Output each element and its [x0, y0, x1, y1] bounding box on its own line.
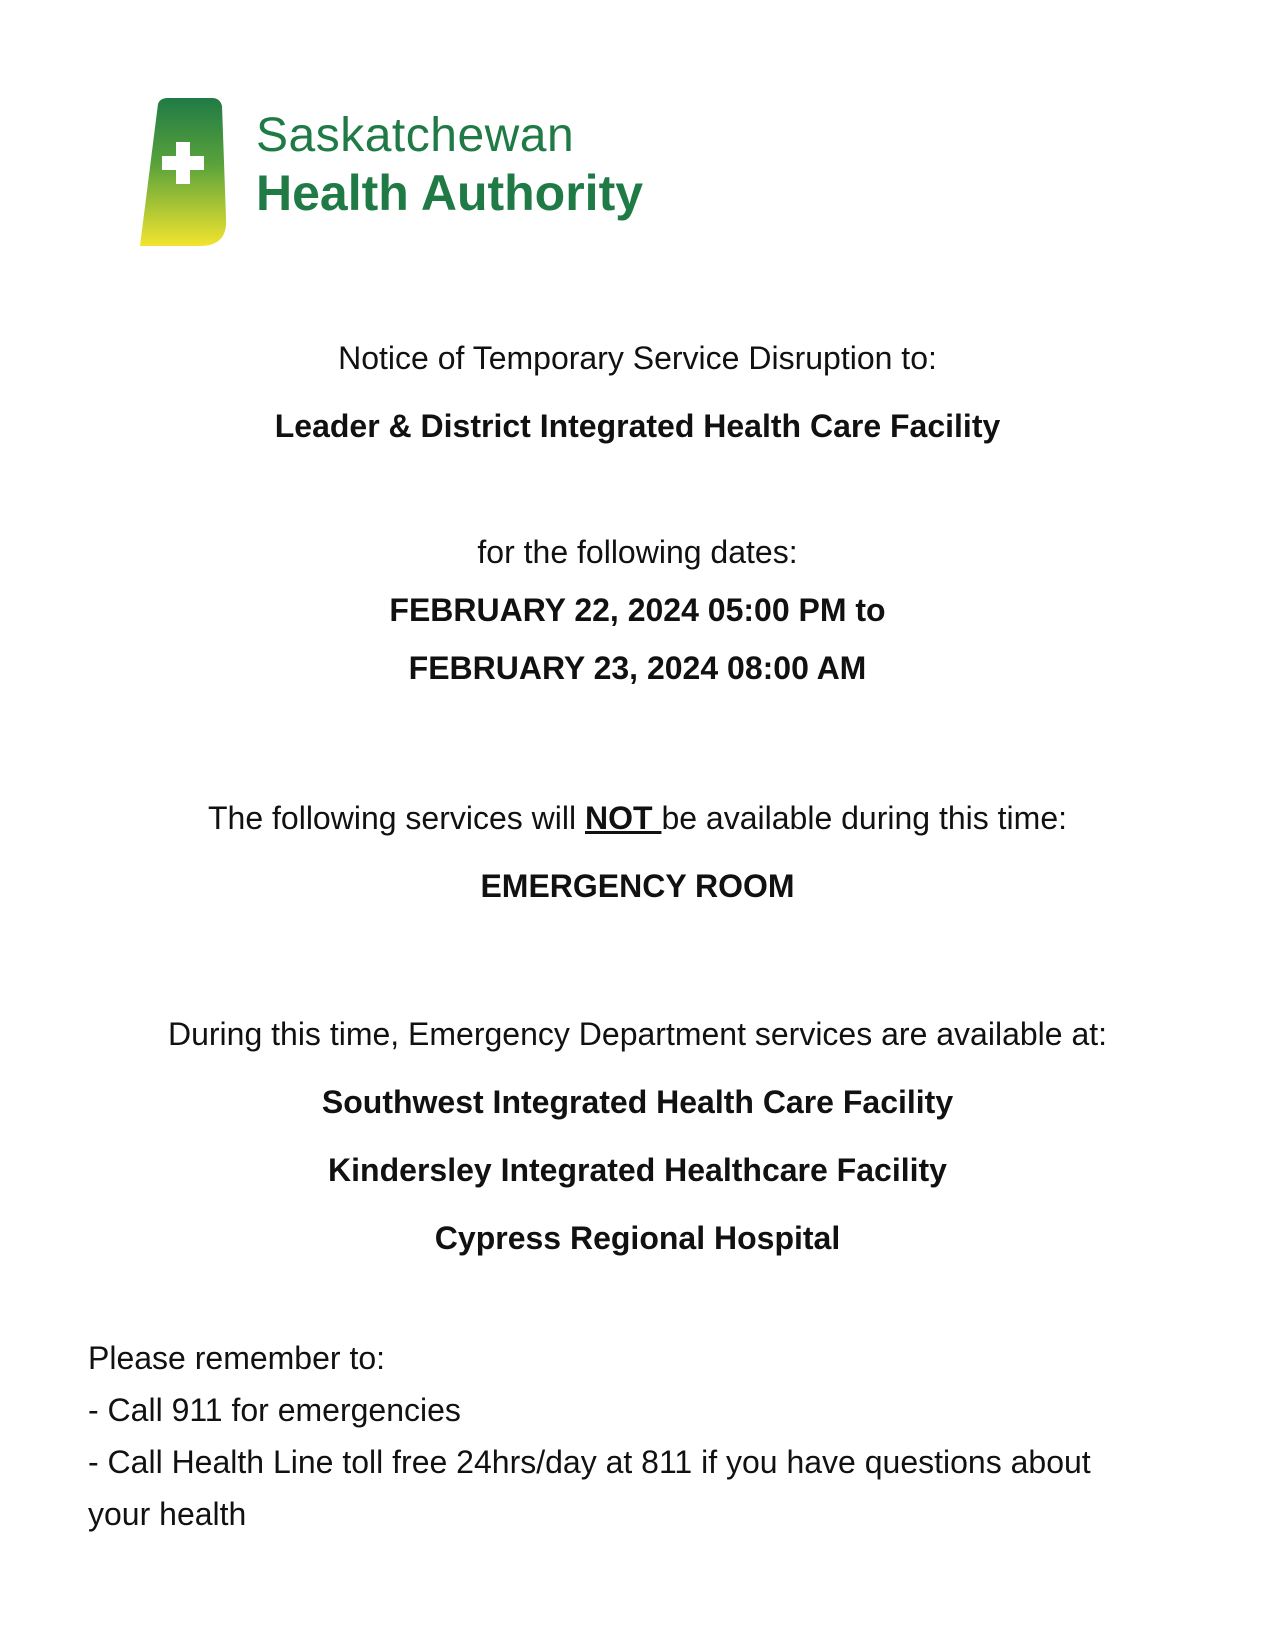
dates-intro: for the following dates: — [477, 534, 798, 570]
sha-logo — [140, 98, 700, 246]
reminder-item: - Call 911 for emergencies — [88, 1392, 461, 1428]
services-intro-before: The following services will — [207, 800, 585, 836]
reminders-title: Please remember to: — [88, 1340, 386, 1376]
reminders — [88, 1332, 1208, 1540]
affected-facility: Leader & District Integrated Health Care Facility — [274, 408, 1001, 444]
services-intro-after: be available during this time: — [661, 800, 1067, 836]
reminder-item: - Call Health Line toll free 24hrs/day at 811 if you have questions about — [88, 1444, 1091, 1480]
services-not-emphasis: NOT — [585, 800, 662, 836]
notice-heading: Notice of Temporary Service Disruption to: — [338, 340, 937, 376]
logo-line-1: Saskatchewan — [256, 109, 575, 162]
unavailable-service: EMERGENCY ROOM — [480, 868, 795, 904]
alternative-facility: Southwest Integrated Health Care Facility — [321, 1084, 954, 1120]
date-start: FEBRUARY 22, 2024 05:00 PM to — [389, 592, 886, 628]
date-end: FEBRUARY 23, 2024 08:00 AM — [408, 650, 867, 686]
logo-line-2: Health Authority — [256, 165, 644, 221]
services-intro — [0, 798, 1275, 838]
alternative-facility: Cypress Regional Hospital — [434, 1220, 841, 1256]
alternative-facility: Kindersley Integrated Healthcare Facility — [328, 1152, 947, 1188]
health-cross-icon — [140, 98, 236, 246]
alternatives-intro: During this time, Emergency Department services are available at: — [167, 1016, 1108, 1052]
reminder-item: your health — [88, 1496, 247, 1532]
